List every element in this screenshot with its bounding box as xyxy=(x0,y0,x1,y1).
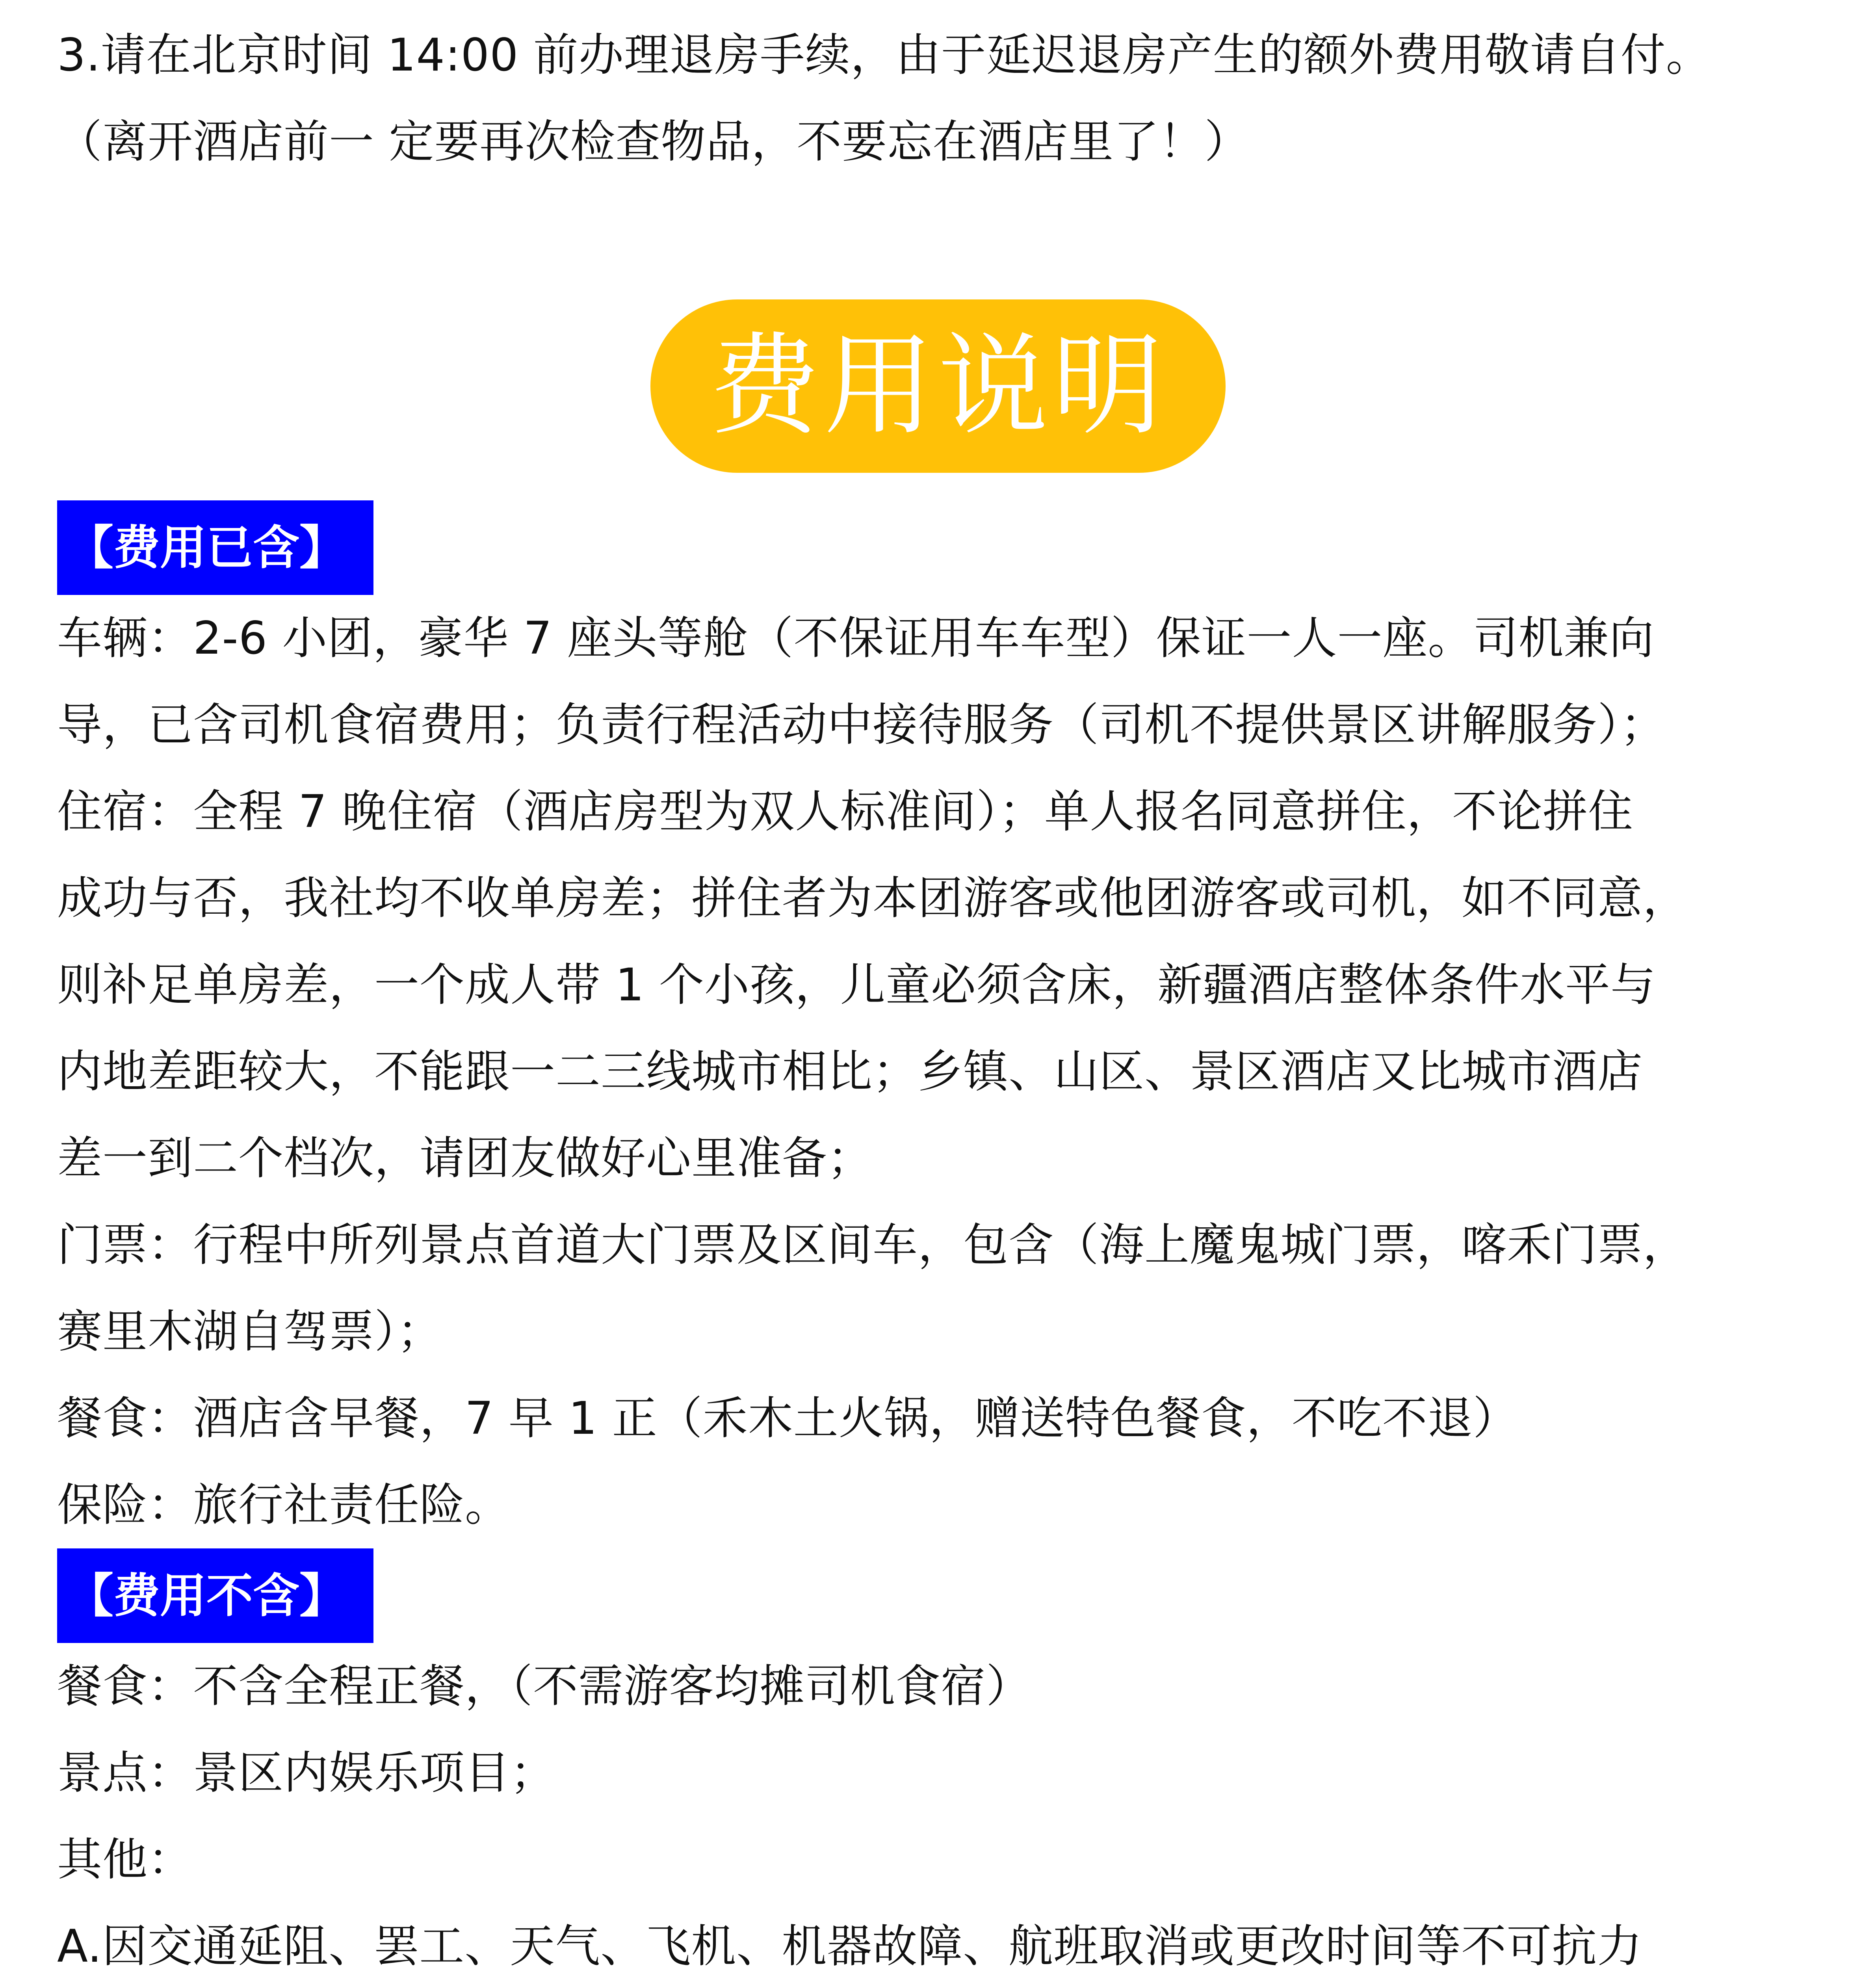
excluded-tag-row xyxy=(57,1548,1830,1643)
included-line: 车辆：2-6 小团，豪华 7 座头等舱（不保证用车车型）保证一人一座。司机兼向 xyxy=(57,612,1655,664)
included-tag: 【费用已含】 xyxy=(57,500,373,595)
included-line: 内地差距较大，不能跟一二三线城市相比；乡镇、山区、景区酒店又比城市酒店 xyxy=(57,1045,1643,1098)
included-tag-row xyxy=(57,500,1830,595)
checkout-notice-line: 3.请在北京时间 14:00 前办理退房手续，由于延迟退房产生的额外费用敬请自付。 xyxy=(57,29,1711,81)
included-line: 餐食：酒店含早餐，7 早 1 正（禾木土火锅，赠送特色餐食，不吃不退） xyxy=(57,1392,1518,1444)
excluded-line: A.因交通延阻、罢工、天气、飞机、机器故障、航班取消或更改时间等不可抗力 xyxy=(57,1920,1643,1970)
excluded-line: 景点：景区内娱乐项目； xyxy=(57,1747,556,1799)
excluded-line: 其他： xyxy=(57,1833,193,1886)
excluded-line: 餐食：不含全程正餐，（不需游客均摊司机食宿） xyxy=(57,1660,1032,1712)
excluded-tag: 【费用不含】 xyxy=(57,1548,373,1643)
document-body xyxy=(57,0,1830,1970)
included-list xyxy=(57,595,1830,1548)
included-line: 成功与否，我社均不收单房差；拼住者为本团游客或他团游客或司机，如不同意， xyxy=(57,872,1688,924)
included-line: 则补足单房差，一个成人带 1 个小孩，儿童必须含床，新疆酒店整体条件水平与 xyxy=(57,959,1656,1011)
included-line: 导，已含司机食宿费用；负责行程活动中接待服务（司机不提供景区讲解服务）； xyxy=(57,699,1666,751)
included-line: 住宿：全程 7 晚住宿（酒店房型为双人标准间）；单人报名同意拼住，不论拼住 xyxy=(57,785,1634,838)
included-line: 差一到二个档次，请团友做好心里准备； xyxy=(57,1132,873,1184)
checkout-reminder-line: （离开酒店前一 定要再次检查物品，不要忘在酒店里了！） xyxy=(57,115,1250,168)
fee-section-title: 费用说明 xyxy=(650,299,1226,473)
included-line: 赛里木湖自驾票）； xyxy=(57,1305,443,1358)
included-line: 保险：旅行社责任险。 xyxy=(57,1479,511,1531)
excluded-list xyxy=(57,1643,1830,1970)
included-line: 门票：行程中所列景点首道大门票及区间车，包含（海上魔鬼城门票，喀禾门票， xyxy=(57,1219,1688,1271)
fee-section-header xyxy=(0,299,1876,473)
